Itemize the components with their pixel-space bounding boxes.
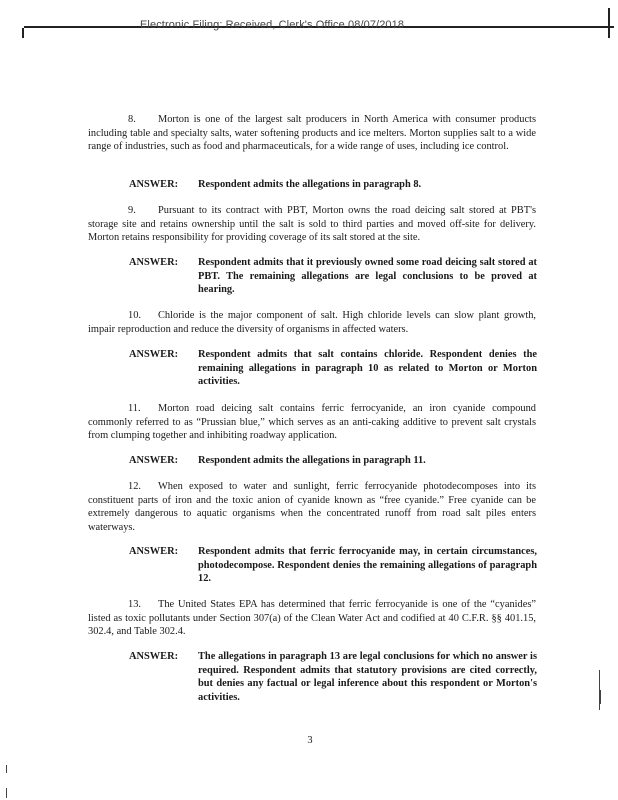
answer-text: Respondent admits that it previously owned some road deicing salt stored at PBT. The remaining allegations are legal conclusions to be proved at hearing. <box>198 257 537 296</box>
answer-label: ANSWER: <box>129 651 179 662</box>
paragraph-number: 12. <box>128 481 141 492</box>
answer-text: Respondent admits that ferric ferrocyanide may, in certain circumstances, photodecompose. Respondent denies the remaining allegations of paragraph 12. <box>198 546 537 585</box>
paragraph-text: Pursuant to its contract with PBT, Morton owns the road deicing salt stored at PBT's storage site and retains ownership until the salt is sold to third parties and moved off-site for delivery. Morton retains responsibility for providing coverage of its salt stored at the site. <box>88 205 536 244</box>
paragraph-13 <box>88 598 536 639</box>
paragraph-number: 8. <box>128 114 136 125</box>
answer-11 <box>129 454 537 468</box>
answer-text: Respondent admits that salt contains chloride. Respondent denies the remaining allegations in paragraph 10 as related to Morton or Morton activities. <box>198 349 537 388</box>
answer-text: The allegations in paragraph 13 are legal conclusions for which no answer is required. Respondent admits that statutory provisions are cited correctly, but denies any factual or legal inference about this respondent or Morton's activities. <box>198 651 537 703</box>
filing-stamp: Electronic Filing: Received, Clerk's Office 08/07/2018 <box>140 19 405 31</box>
scan-edge-left <box>22 28 24 38</box>
answer-9 <box>129 256 537 297</box>
scan-edge-right <box>608 8 610 38</box>
answer-label: ANSWER: <box>129 546 179 557</box>
answer-8 <box>129 178 537 192</box>
answer-label: ANSWER: <box>129 257 179 268</box>
paragraph-12 <box>88 480 536 534</box>
paragraph-text: When exposed to water and sunlight, ferric ferrocyanide photodecomposes into its constituent parts of iron and the toxic anion of cyanide known as “free cyanide.” Free cyanide can be extremely dangerous to aquatic organisms when the concentrated runoff from road salt piles enters waterways. <box>88 481 536 533</box>
page-number: 3 <box>307 735 313 746</box>
answer-label: ANSWER: <box>129 349 179 360</box>
answer-text: Respondent admits the allegations in paragraph 8. <box>198 179 422 190</box>
paragraph-text: Morton is one of the largest salt producers in North America with consumer products including table and specialty salts, water softening products and ice melters. Morton supplies salt to a wide range of industries, such as food and pharmaceuticals, for a wide range of uses, including ice control. <box>88 114 536 153</box>
paragraph-9 <box>88 204 536 245</box>
paragraph-10 <box>88 309 536 336</box>
scan-mark <box>6 765 7 773</box>
paragraph-text: Morton road deicing salt contains ferric ferrocyanide, an iron cyanide compound commonly referred to as “Prussian blue,” which serves as an anti-caking additive to prevent salt crystals from clumping together and inhibiting roadway application. <box>88 403 536 442</box>
scan-mark <box>599 690 601 704</box>
answer-label: ANSWER: <box>129 455 179 466</box>
paragraph-number: 11. <box>128 403 141 414</box>
paragraph-8 <box>88 113 536 154</box>
paragraph-text: Chloride is the major component of salt. High chloride levels can slow plant growth, impair reproduction and reduce the diversity of organisms in affected waters. <box>88 310 536 335</box>
paragraph-number: 9. <box>128 205 136 216</box>
answer-10 <box>129 348 537 389</box>
paragraph-number: 13. <box>128 599 141 610</box>
answer-text: Respondent admits the allegations in paragraph 11. <box>198 455 426 466</box>
paragraph-text: The United States EPA has determined that ferric ferrocyanide is one of the “cyanides” listed as toxic pollutants under Section 307(a) of the Clean Water Act and codified at 40 C.F.R. §§ 401.15, 302.4, and Table 302.4. <box>88 599 536 638</box>
scan-mark <box>6 788 7 798</box>
paragraph-11 <box>88 402 536 443</box>
answer-label: ANSWER: <box>129 179 179 190</box>
answer-13 <box>129 650 537 704</box>
answer-12 <box>129 545 537 586</box>
paragraph-number: 10. <box>128 310 141 321</box>
